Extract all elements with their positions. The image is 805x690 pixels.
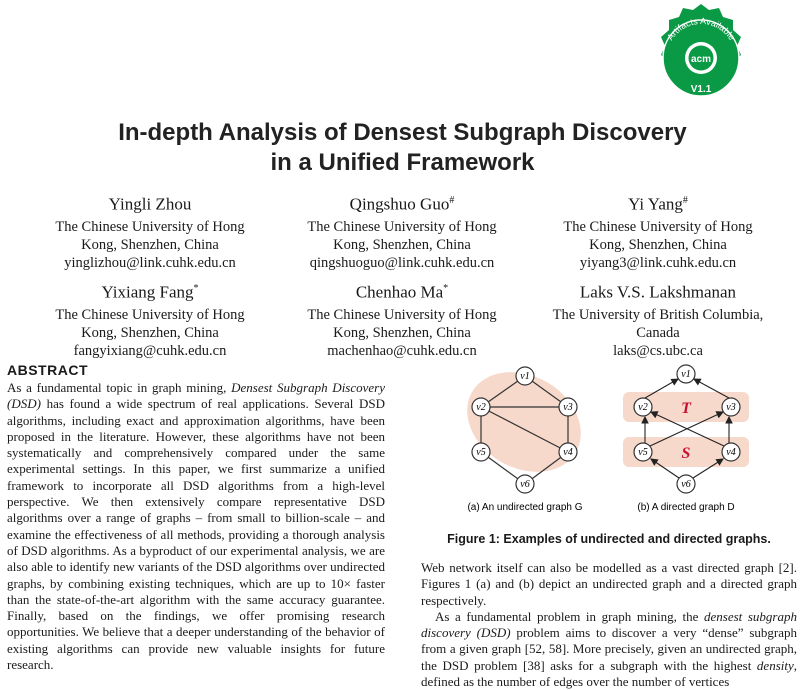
node-label: v1 bbox=[681, 369, 691, 380]
author-name: Chenhao Ma bbox=[355, 282, 444, 302]
author-name: Yi Yang bbox=[628, 194, 683, 214]
author-email: yinglizhou@link.cuhk.edu.cn bbox=[64, 254, 236, 271]
subcaption-a: (a) An undirected graph G bbox=[467, 502, 583, 513]
author-affiliation: The University of British Columbia, bbox=[552, 306, 764, 323]
author-affiliation: Kong, Shenzhen, China bbox=[81, 324, 219, 341]
author-affiliation: The Chinese University of Hong bbox=[307, 218, 497, 235]
author-email: yiyang3@link.cuhk.edu.cn bbox=[579, 254, 737, 271]
author-name: Qingshuo Guo bbox=[349, 194, 450, 214]
abstract-term: Densest Subgraph Discovery (DSD) bbox=[7, 380, 386, 412]
paper-title bbox=[0, 118, 805, 178]
author-affiliation: Canada bbox=[636, 324, 680, 341]
node-label: v4 bbox=[563, 447, 573, 458]
author-block-4: Yixiang Fang* The Chinese University of Hong Kong, Shenzhen, China fangyixiang@cuhk.edu.cn bbox=[20, 278, 280, 360]
node-label: v1 bbox=[520, 371, 530, 382]
author-affiliation: The Chinese University of Hong bbox=[55, 306, 245, 323]
author-email: machenhao@cuhk.edu.cn bbox=[327, 342, 477, 359]
author-affiliation: Kong, Shenzhen, China bbox=[333, 324, 471, 341]
author-affiliation: The Chinese University of Hong bbox=[563, 218, 753, 235]
author-email: fangyixiang@cuhk.edu.cn bbox=[73, 342, 227, 359]
paper-title-line2: in a Unified Framework bbox=[270, 149, 535, 176]
author-affiliation: Kong, Shenzhen, China bbox=[81, 236, 219, 253]
author-name: Laks V.S. Lakshmanan bbox=[579, 282, 737, 302]
body-text bbox=[421, 560, 797, 690]
node-label: v3 bbox=[726, 402, 736, 413]
artifacts-available-badge bbox=[643, 0, 759, 110]
badge-version: V1.1 bbox=[690, 84, 712, 95]
author-block-2: Qingshuo Guo# The Chinese University of Hong Kong, Shenzhen, China qingshuoguo@link.cuhk.edu.cn bbox=[272, 190, 532, 272]
set-label-S: S bbox=[681, 445, 691, 462]
node-label: v4 bbox=[726, 447, 736, 458]
subcaption-b: (b) A directed graph D bbox=[637, 502, 735, 513]
node-label: v5 bbox=[638, 447, 648, 458]
node-label: v6 bbox=[520, 479, 530, 490]
author-block-1 bbox=[20, 190, 280, 272]
abstract-heading: ABSTRACT bbox=[7, 362, 88, 378]
author-affiliation: The Chinese University of Hong bbox=[55, 218, 245, 235]
author-affiliation: The Chinese University of Hong bbox=[307, 306, 497, 323]
directed-graph bbox=[623, 365, 749, 513]
body-paragraph-2: As a fundamental problem in graph mining, the densest subgraph discovery (DSD) problem aims to discover a very “dense” subgraph from a given graph [52, 58]. More precisely, given an undirected graph, the DSD problem [38] asks for a subgraph with the highest density, defined as the number of edges over the number of vertices bbox=[421, 608, 797, 690]
author-email: qingshuoguo@link.cuhk.edu.cn bbox=[309, 254, 495, 271]
author-email: laks@cs.ubc.ca bbox=[613, 342, 703, 359]
author-name: Yingli Zhou bbox=[108, 194, 192, 214]
node-label: v2 bbox=[476, 402, 486, 413]
badge-center-text: acm bbox=[690, 54, 712, 65]
node-label: v3 bbox=[563, 402, 573, 413]
abstract-body: As a fundamental topic in graph mining, Densest Subgraph Discovery (DSD) has found a wide spectrum of real applications. Several DSD algorithms, including exact and approximation algorithms, have been proposed in the literature. However, these algorithms have not been systematically and comprehensively compared under the same experimental settings. In this paper, we first summarize a unified framework to incorporate all DSD algorithms from a high-level perspective. We then extensively compare representative DSD algorithms over a range of graphs – from small to billion-scale – and examine the effectiveness of all methods, providing a thorough analysis of DSD algorithms. As a byproduct of our experimental analysis, we are also able to identify new variants of the DSD algorithms over undirected graphs, by combining existing techniques, which are up to 10× faster than the state-of-the-art algorithm with the same accuracy guarantee. Finally, based on the findings, we offer promising research opportunities. We believe that a deeper understanding of the behavior of existing algorithms can provide new valuable insights for future research. bbox=[7, 380, 386, 673]
figure-caption: Figure 1: Examples of undirected and directed graphs. bbox=[447, 532, 771, 546]
author-affiliation: Kong, Shenzhen, China bbox=[333, 236, 471, 253]
node-label: v2 bbox=[638, 402, 648, 413]
node-label: v6 bbox=[681, 479, 691, 490]
undirected-graph bbox=[449, 362, 599, 513]
figure-1 bbox=[421, 362, 805, 522]
badge-top-text: Artifacts Available bbox=[664, 15, 738, 43]
set-label-T: T bbox=[681, 400, 691, 417]
node-label: v5 bbox=[476, 447, 486, 458]
paper-title-line1: In-depth Analysis of Densest Subgraph Discovery bbox=[118, 119, 687, 146]
author-affiliation: Kong, Shenzhen, China bbox=[589, 236, 727, 253]
author-name: Yixiang Fang bbox=[101, 282, 194, 302]
author-block-3: Yi Yang# The Chinese University of Hong Kong, Shenzhen, China yiyang3@link.cuhk.edu.cn bbox=[528, 190, 788, 272]
author-block-5: Chenhao Ma* The Chinese University of Hong Kong, Shenzhen, China machenhao@cuhk.edu.cn bbox=[272, 278, 532, 360]
body-paragraph-1: Web network itself can also be modelled as a vast directed graph [2]. Figures 1 (a) and (b) depict an undirected graph and a directed graph respectively. bbox=[421, 560, 797, 608]
author-block-6 bbox=[528, 278, 788, 360]
